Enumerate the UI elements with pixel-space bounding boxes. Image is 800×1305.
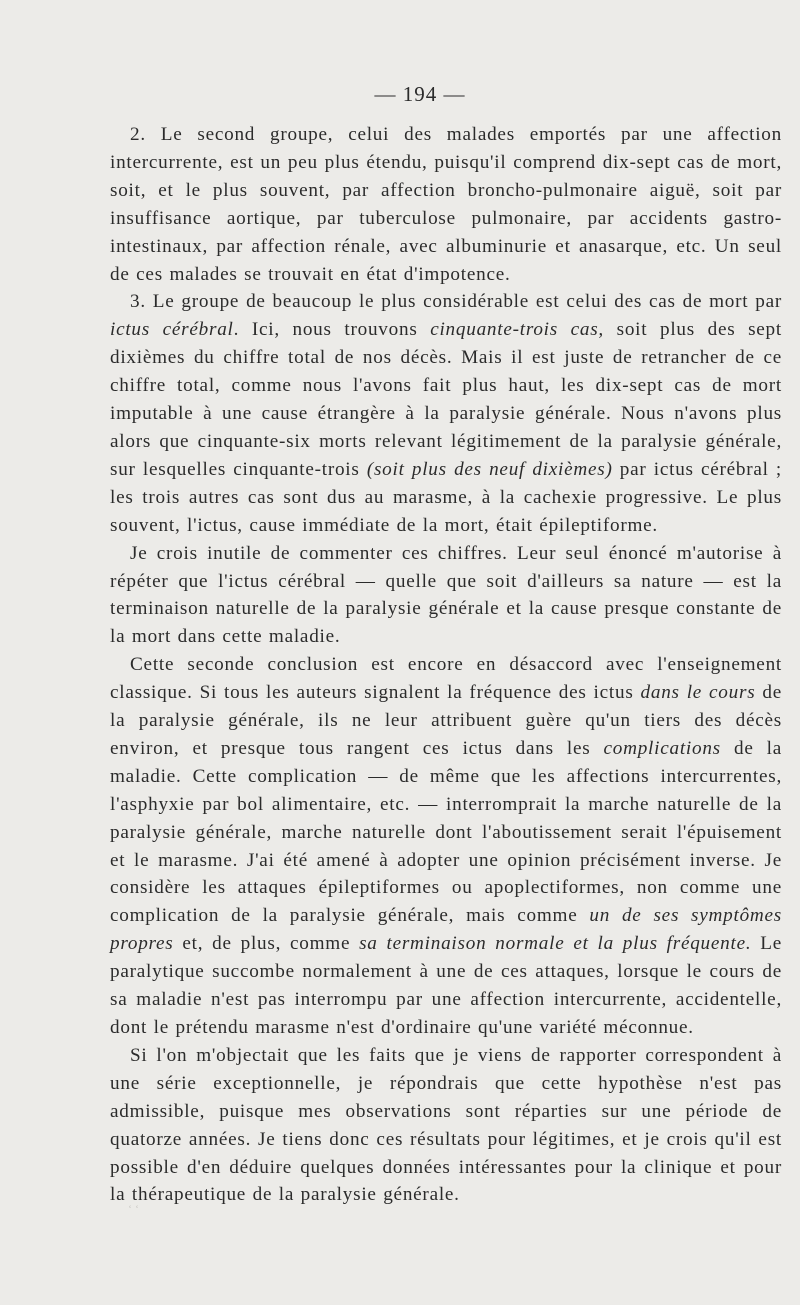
italic-text-segment: dans le cours bbox=[640, 682, 756, 704]
italic-text-segment: cinquante-trois cas, bbox=[430, 319, 604, 341]
paragraph-2-second-group bbox=[110, 121, 782, 288]
page-number: — 194 — bbox=[374, 82, 466, 106]
text-segment: Si l'on m'objectait que les faits que je viens de rapporter correspondent à une série exceptionnelle, je répondrais que cette hypothèse n'est pas admissible, puisque mes observations sont réparties sur une période de quatorze années. Je tiens donc ces résultats pour légitimes, et je crois qu'il est possible d'en déduire quelques données intéressantes pour la clinique et pour la thérapeutique de la paralysie générale. bbox=[110, 1044, 782, 1206]
italic-text-segment: ictus cérébral bbox=[110, 319, 234, 341]
text-segment: 2. Le second groupe, celui des malades emportés par une affection intercurrente, est un peu plus étendu, puisqu'il comprend dix-sept cas de mort, soit, et le plus souvent, par affection broncho-pulmonaire aiguë, soit par insuffisance aortique, par tuberculose pulmonaire, par accidents gastro-intestinaux, par affection rénale, avec albuminurie et anasarque, etc. Un seul de ces malades se trouvait en état d'impotence. bbox=[110, 124, 782, 285]
italic-text-segment: (soit plus des neuf dixièmes) bbox=[366, 458, 613, 480]
text-segment: 3. Le groupe de beaucoup le plus considérable est celui des cas de mort par bbox=[130, 291, 782, 313]
text-segment: . Ici, nous trouvons bbox=[233, 319, 431, 341]
text-segment: de la paralysie générale, ils ne leur attribuent guère qu'un tiers des décès environ, et presque tous rangent ces ictus dans les bbox=[110, 682, 782, 759]
paragraph-second-conclusion bbox=[110, 651, 782, 1042]
paragraph-objection bbox=[110, 1042, 782, 1209]
text-segment: Cette seconde conclusion est encore en désaccord avec l'enseignement classique. Si tous les auteurs signalent la fréquence des ictus bbox=[110, 654, 782, 704]
italic-text-segment: un de ses symptômes propres bbox=[110, 905, 782, 955]
text-segment: de la maladie. Cette complication — de même que les affections intercurrentes, l'asphyxie par bol alimentaire, etc. — interromprait la marche naturelle de la paralysie générale, marche naturelle dont l'aboutissement serait l'épuisement et le marasme. J'ai été amené à adopter une opinion précisément inverse. Je considère les attaques épileptiformes ou apoplectiformes, non comme une complication de la paralysie générale, mais comme bbox=[110, 737, 782, 927]
text-segment: Le paralytique succombe normalement à une de ces attaques, lorsque le cours de sa maladie n'est pas interrompu par une affection intercurrente, accidentelle, dont le prétendu marasme n'est d'ordinaire qu'une variété méconnue. bbox=[110, 933, 782, 1038]
paragraph-comment bbox=[110, 540, 782, 652]
text-segment: et, de plus, comme bbox=[173, 933, 360, 955]
text-segment: par ictus cérébral ; les trois autres cas sont dus au marasme, à la cachexie progressive. Le plus souvent, l'ictus, cause immédiate de la mort, était épileptiforme. bbox=[110, 458, 783, 536]
faint-marginal-mark: ʿ ʿ bbox=[128, 1203, 139, 1217]
paragraph-3-third-group bbox=[110, 288, 782, 539]
text-segment: soit plus des sept dixièmes du chiffre total de nos décès. Mais il est juste de retrancher de ce chiffre total, comme nous l'avons fait plus haut, les dix-sept cas de mort imputable à une cause étrangère à la paralysie générale. Nous n'avons plus alors que cinquante-six morts relevant légitimement de la paralysie générale, sur lesquelles cinquante-trois bbox=[110, 319, 782, 480]
text-segment: Je crois inutile de commenter ces chiffres. Leur seul énoncé m'autorise à répéter que l'ictus cérébral — quelle que soit d'ailleurs sa nature — est la terminaison naturelle de la paralysie générale et la cause presque constante de la mort dans cette maladie. bbox=[110, 542, 782, 648]
body-text bbox=[110, 121, 782, 1209]
italic-text-segment: complications bbox=[603, 737, 721, 759]
italic-text-segment: sa terminaison normale et la plus fréquente. bbox=[359, 933, 752, 955]
